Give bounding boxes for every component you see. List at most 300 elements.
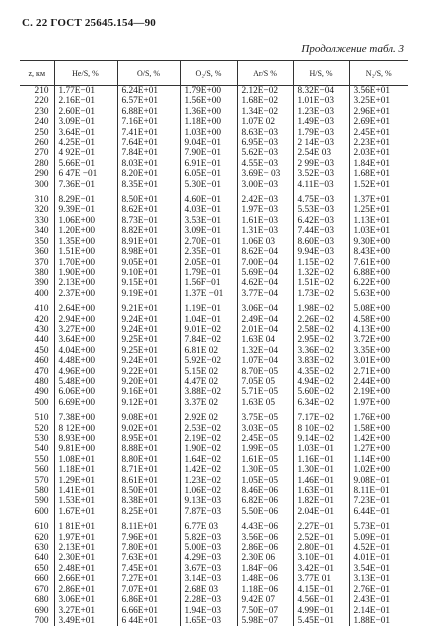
ratio-cell: 6.91E−01 [180, 159, 237, 169]
ratio-cell: 6.95E−03 [237, 138, 293, 148]
ratio-cell: 2.13E+00 [54, 278, 117, 288]
ratio-cell: 3.13E−01 [353, 574, 390, 585]
ratio-cell: 5.50E−06 [237, 507, 293, 517]
ratio-cell: 3.37E 02 [180, 398, 237, 408]
ratio-cell: 3.67E−03 [180, 564, 237, 574]
ratio-cell: 2.94E+00 [54, 315, 117, 325]
ratio-cell: 1.31E−03 [237, 226, 293, 236]
ratio-cell: 5.15E 02 [180, 367, 237, 377]
altitude-cell: 400 [20, 289, 54, 299]
ratio-cell: 4.60E−01 [180, 190, 237, 205]
ratio-cell: 9.21E+01 [117, 299, 180, 314]
ratio-cell: 1.56E+00 [180, 96, 237, 106]
ratio-cell: 3.72E+00 [353, 335, 390, 346]
ratio-cell: 1.63E 04 [237, 335, 293, 345]
altitude-cell: 630 [20, 543, 54, 553]
ratio-cell: 1.51E+00 [54, 247, 117, 257]
ratio-cell: 1.36E+00 [180, 107, 237, 117]
ratio-cell: 7.96E+01 [117, 533, 180, 543]
table-row [20, 564, 408, 574]
altitude-cell: 540 [20, 444, 54, 454]
ratio-cell: 2.45E−05 [237, 434, 293, 444]
ratio-cell: 1.05E−05 [237, 476, 293, 486]
ratio-cell: 3.49E+01 [54, 616, 117, 626]
table-row [20, 289, 408, 299]
table-row [20, 268, 408, 278]
altitude-cell: 370 [20, 258, 54, 268]
ratio-cell: 8.20E+01 [117, 169, 180, 179]
table-row [20, 180, 408, 190]
table-row [20, 117, 408, 127]
ratio-cell: 7.23E−01 [353, 496, 390, 507]
altitude-cell: 210 [20, 86, 54, 97]
ratio-cell: 8.60E−03 [293, 237, 349, 247]
ratio-cell: 6.42E−03 [293, 216, 349, 226]
table-row [20, 553, 408, 563]
ratio-cell: 6.34E−02 [293, 398, 349, 408]
ratio-cell: 7.45E+01 [117, 564, 180, 574]
ratio-cell: 1.03E+01 [353, 226, 390, 237]
ratio-cell: 7.00E−04 [237, 258, 293, 268]
ratio-cell: 2.52E−01 [293, 533, 349, 543]
altitude-cell: 320 [20, 205, 54, 215]
ratio-cell: 4.55E−03 [237, 159, 293, 169]
ratio-cell: 9.81E+00 [54, 444, 117, 454]
ratio-cell: 1.58E+00 [353, 423, 390, 434]
ratio-cell: 9.42E 07 [237, 595, 293, 605]
ratio-cell: 2.14E−01 [353, 605, 390, 616]
ratio-cell: 8.46E−06 [237, 486, 293, 496]
ratio-cell: 2.53E−02 [180, 424, 237, 434]
ratio-cell: 5.48E+00 [54, 377, 117, 387]
ratio-cell: 9.16E+01 [117, 387, 180, 397]
ratio-cell: 3.14E−03 [180, 574, 237, 584]
altitude-cell: 500 [20, 398, 54, 408]
ratio-cell: 5.98E−07 [237, 616, 293, 626]
altitude-cell: 620 [20, 533, 54, 543]
ratio-cell: 1.79E−01 [180, 268, 237, 278]
ratio-cell: 9.39E−01 [54, 205, 117, 215]
table-row [20, 159, 408, 169]
ratio-cell: 2.45E+01 [353, 127, 390, 138]
ratio-cell: 2.13E+01 [54, 543, 117, 553]
ratio-cell: 1.56F−01 [180, 278, 237, 288]
ratio-cell: 9.02E+01 [117, 424, 180, 434]
ratio-cell: 2.16E−01 [54, 96, 117, 106]
ratio-cell: 1.06E 03 [237, 237, 293, 247]
table-row [20, 169, 408, 179]
altitude-cell: 280 [20, 159, 54, 169]
ratio-cell: 9.12E+01 [117, 398, 180, 408]
ratio-cell: 7.80E+01 [117, 543, 180, 553]
ratio-cell: 9.24E+01 [117, 315, 180, 325]
ratio-cell: 1.97E+00 [353, 397, 390, 408]
ratio-cell: 5.30E−01 [180, 180, 237, 190]
ratio-cell: 7.44E−03 [293, 226, 349, 236]
ratio-cell: 9.05E+01 [117, 258, 180, 268]
ratio-cell: 8.88E+01 [117, 444, 180, 454]
ratio-cell: 3.77E−04 [237, 289, 293, 299]
ratio-cell: 1.88E−01 [353, 615, 390, 626]
ratio-cell: 2.19E−02 [180, 434, 237, 444]
ratio-cell: 9.08E−01 [353, 475, 390, 486]
ratio-cell: 6.88E+00 [353, 267, 390, 278]
ratio-cell: 7.07E+01 [117, 585, 180, 595]
altitude-cell: 350 [20, 237, 54, 247]
altitude-cell: 360 [20, 247, 54, 257]
table-row [20, 128, 408, 138]
ratio-cell: 7.36E−01 [54, 180, 117, 190]
ratio-cell: 1.77E−01 [54, 86, 117, 97]
ratio-cell: 8.93E+00 [54, 434, 117, 444]
altitude-cell: 600 [20, 507, 54, 517]
table-row [20, 533, 408, 543]
altitude-cell: 440 [20, 335, 54, 345]
ratio-cell: 2.23E+01 [353, 138, 390, 149]
altitude-cell: 520 [20, 424, 54, 434]
ratio-cell: 3.54E−01 [353, 563, 390, 574]
ratio-cell: 2.30E 06 [237, 553, 293, 563]
data-table-container [20, 60, 408, 626]
ratio-cell: 2.66E+01 [54, 574, 117, 584]
ratio-cell: 5.69E−04 [237, 268, 293, 278]
table-row [20, 299, 408, 314]
ratio-cell: 1.14E+00 [353, 454, 390, 465]
table-row [20, 444, 408, 454]
ratio-cell: 6.69E+00 [54, 398, 117, 408]
ratio-cell: 4.47E 02 [180, 377, 237, 387]
ratio-cell: 4.04E+00 [54, 346, 117, 356]
column-header: N₂/S, % [349, 61, 408, 86]
altitude-cell: 290 [20, 169, 54, 179]
ratio-cell: 5.63E+00 [353, 288, 390, 299]
ratio-cell: 3.56E+01 [353, 86, 390, 96]
ratio-cell: 6.77E 03 [180, 517, 237, 532]
ratio-cell: 8.11E−01 [353, 486, 390, 497]
ratio-cell: 7.90E−01 [180, 148, 237, 158]
ratio-cell: 2.01E−04 [237, 325, 293, 335]
ratio-cell: 1.32E−02 [293, 268, 349, 278]
ratio-cell: 4 92E−01 [54, 148, 117, 158]
altitude-cell: 590 [20, 496, 54, 506]
ratio-cell: 9.25E+01 [117, 346, 180, 356]
table-row [20, 356, 408, 366]
altitude-cell: 470 [20, 367, 54, 377]
ratio-cell: 5.62E−03 [237, 148, 293, 158]
ratio-cell: 3.01E+00 [353, 356, 390, 367]
ratio-cell: 4.01E−01 [353, 553, 390, 564]
ratio-cell: 1.53E+01 [54, 496, 117, 506]
ratio-cell: 1.42E−02 [180, 465, 237, 475]
ratio-cell: 1.13E+01 [353, 215, 390, 226]
ratio-cell: 4.58E+00 [353, 314, 390, 325]
ratio-cell: 8.71E+01 [117, 465, 180, 475]
table-row [20, 455, 408, 465]
ratio-cell: 1.63E−01 [293, 486, 349, 496]
altitude-cell: 390 [20, 278, 54, 288]
ratio-cell: 2.49E−04 [237, 315, 293, 325]
ratio-cell: 3.64E+00 [54, 335, 117, 345]
ratio-cell: 2.12E−02 [237, 86, 293, 97]
altitude-cell: 230 [20, 107, 54, 117]
table-row [20, 434, 408, 444]
ratio-cell: 8.95E+01 [117, 434, 180, 444]
ratio-cell: 5.82E−03 [180, 533, 237, 543]
ratio-cell: 8.25E+01 [117, 507, 180, 517]
ratio-cell: 3.27E+01 [54, 606, 117, 616]
altitude-cell: 700 [20, 616, 54, 626]
table-row [20, 190, 408, 205]
ratio-cell: 1.98E−02 [293, 299, 349, 314]
table-row [20, 507, 408, 517]
ratio-cell: 4.11E−03 [293, 180, 349, 190]
ratio-cell: 6.88E+01 [117, 107, 180, 117]
ratio-cell: 7.63E+01 [117, 553, 180, 563]
ratio-cell: 7.16E+01 [117, 117, 180, 127]
ratio-cell: 4.96E+00 [54, 367, 117, 377]
altitude-cell: 310 [20, 190, 54, 205]
ratio-cell: 3.27E+00 [54, 325, 117, 335]
ratio-cell: 6.86E+01 [117, 595, 180, 605]
table-row [20, 107, 408, 117]
ratio-cell: 1.79E−03 [293, 128, 349, 138]
altitude-cell: 480 [20, 377, 54, 387]
ratio-cell: 8 12E+00 [54, 424, 117, 434]
ratio-cell: 2.76E−01 [353, 584, 390, 595]
ratio-cell: 5.53E−03 [293, 205, 349, 215]
ratio-cell: 2.92E 02 [180, 408, 237, 423]
ratio-cell: 1.19E−01 [180, 299, 237, 314]
ratio-cell: 4.35E−02 [293, 367, 349, 377]
ratio-cell: 5.71E−05 [237, 387, 293, 397]
table-row [20, 148, 408, 158]
ratio-cell: 9.22E+01 [117, 367, 180, 377]
ratio-cell: 1.20E+00 [54, 226, 117, 236]
ratio-cell: 5.73E−01 [353, 522, 390, 533]
ratio-cell: 8.50E+01 [117, 486, 180, 496]
ratio-cell: 1.27E+00 [353, 444, 390, 455]
altitude-cell: 420 [20, 315, 54, 325]
ratio-cell: 3.10E−01 [293, 553, 349, 563]
ratio-cell: 9.24E+01 [117, 325, 180, 335]
ratio-cell: 4.94E−02 [293, 377, 349, 387]
ratio-cell: 4.62E−04 [237, 278, 293, 288]
ratio-cell: 1.90E−02 [180, 444, 237, 454]
ratio-cell: 1.08E+01 [54, 455, 117, 465]
ratio-cell: 9.13E−03 [180, 496, 237, 506]
ratio-cell: 1.18E−06 [237, 585, 293, 595]
ratio-cell: 6 44E+01 [117, 616, 180, 626]
ratio-cell: 7.50E−07 [237, 606, 293, 616]
ratio-cell: 7.05E 05 [237, 377, 293, 387]
table-row [20, 237, 408, 247]
ratio-cell: 7.38E+00 [54, 408, 117, 423]
ratio-cell: 1.73E−02 [293, 289, 349, 299]
ratio-cell: 2.43E−01 [353, 595, 390, 606]
ratio-cell: 1.51E−02 [293, 278, 349, 288]
ratio-cell: 2 14E−03 [293, 138, 349, 148]
altitude-cell: 580 [20, 486, 54, 496]
ratio-cell: 9.14E−02 [293, 434, 349, 444]
ratio-cell: 4.75E−03 [293, 190, 349, 205]
ratio-cell: 2.35E−01 [180, 247, 237, 257]
ratio-cell: 8.38E+01 [117, 496, 180, 506]
table-row [20, 517, 408, 532]
ratio-cell: 7.41E+01 [117, 128, 180, 138]
ratio-cell: 4.56E−01 [293, 595, 349, 605]
ratio-cell: 3.03E−05 [237, 424, 293, 434]
column-header: O₂/S, % [180, 61, 237, 86]
ratio-cell: 9.10E+01 [117, 268, 180, 278]
ratio-cell: 4.15E−01 [293, 585, 349, 595]
altitude-cell: 430 [20, 325, 54, 335]
ratio-cell: 9.94E−03 [293, 247, 349, 257]
ratio-cell: 1.34E−02 [237, 107, 293, 117]
table-row [20, 247, 408, 257]
ratio-cell: 7.84E+01 [117, 148, 180, 158]
ratio-cell: 8 10E−02 [293, 424, 349, 434]
ratio-cell: 3.52E−03 [293, 169, 349, 179]
ratio-cell: 2.68E 03 [180, 585, 237, 595]
ratio-cell: 1.03E+00 [180, 128, 237, 138]
ratio-cell: 5.66E−01 [54, 159, 117, 169]
table-continuation-label: Продолжение табл. 3 [301, 43, 404, 55]
altitude-cell: 460 [20, 356, 54, 366]
page-header: С. 22 ГОСТ 25645.154—90 [22, 17, 156, 29]
ratio-cell: 2.54E 03 [293, 148, 349, 158]
ratio-cell: 2.19E+00 [353, 387, 390, 398]
table-row [20, 86, 408, 97]
altitude-cell: 680 [20, 595, 54, 605]
ratio-cell: 6.57E+01 [117, 96, 180, 106]
ratio-cell: 8.32E−04 [293, 86, 349, 97]
ratio-cell: 1.61E−05 [237, 455, 293, 465]
altitude-cell: 250 [20, 128, 54, 138]
ratio-cell: 1.16E−01 [293, 455, 349, 465]
ratio-cell: 5.45E−01 [293, 616, 349, 626]
data-table [20, 60, 408, 626]
ratio-cell: 2.48E+01 [54, 564, 117, 574]
ratio-cell: 1.68E+01 [353, 169, 390, 180]
ratio-cell: 2 99E−03 [293, 159, 349, 169]
ratio-cell: 7.61E+00 [353, 257, 390, 268]
table-row [20, 258, 408, 268]
ratio-cell: 5.92E−02 [180, 356, 237, 366]
altitude-cell: 410 [20, 299, 54, 314]
table-body [20, 86, 408, 627]
ratio-cell: 3.06E−04 [237, 299, 293, 314]
ratio-cell: 6.66E+01 [117, 606, 180, 616]
ratio-cell: 9.30E+00 [353, 236, 390, 247]
altitude-cell: 560 [20, 465, 54, 475]
ratio-cell: 1.18E+01 [54, 465, 117, 475]
ratio-cell: 1.48E−06 [237, 574, 293, 584]
ratio-cell: 8.63E−03 [237, 128, 293, 138]
ratio-cell: 1.02E+00 [353, 465, 390, 476]
ratio-cell: 4.29E−03 [180, 553, 237, 563]
ratio-cell: 6.44E−01 [353, 506, 390, 517]
table-row [20, 574, 408, 584]
ratio-cell: 4.13E+00 [353, 324, 390, 335]
ratio-cell: 1.52E+01 [353, 179, 390, 190]
ratio-cell: 1.30E−01 [293, 465, 349, 475]
ratio-cell: 7.17E−02 [293, 408, 349, 423]
altitude-cell: 490 [20, 387, 54, 397]
column-header: O/S, % [117, 61, 180, 86]
ratio-cell: 1.76E+00 [353, 413, 390, 424]
table-row [20, 226, 408, 236]
ratio-cell: 1.63E 05 [237, 398, 293, 408]
ratio-cell: 1.23E−02 [180, 476, 237, 486]
ratio-cell: 5.60E−02 [293, 387, 349, 397]
ratio-cell: 5.08E+00 [353, 304, 390, 315]
ratio-cell: 5.00E−03 [180, 543, 237, 553]
ratio-cell: 1.25E+01 [353, 205, 390, 216]
ratio-cell: 1.37E −01 [180, 289, 237, 299]
table-row [20, 408, 408, 423]
ratio-cell: 8.11E+01 [117, 517, 180, 532]
altitude-cell: 610 [20, 517, 54, 532]
ratio-cell: 1.06E−02 [180, 486, 237, 496]
ratio-cell: 8.61E+01 [117, 476, 180, 486]
ratio-cell: 2.80E−01 [293, 543, 349, 553]
table-row [20, 496, 408, 506]
table-row [20, 398, 408, 408]
table-row [20, 476, 408, 486]
ratio-cell: 8.50E+01 [117, 190, 180, 205]
ratio-cell: 1.03E−01 [293, 444, 349, 454]
ratio-cell: 2.27E−01 [293, 517, 349, 532]
ratio-cell: 9.15E+01 [117, 278, 180, 288]
ratio-cell: 8.91E+01 [117, 237, 180, 247]
ratio-cell: 8.82E+01 [117, 226, 180, 236]
ratio-cell: 8.35E+01 [117, 180, 180, 190]
ratio-cell: 2.96E+01 [353, 106, 390, 117]
ratio-cell: 9.08E+01 [117, 408, 180, 423]
ratio-cell: 9.25E+01 [117, 335, 180, 345]
ratio-cell: 6.81E 02 [180, 346, 237, 356]
table-row [20, 486, 408, 496]
ratio-cell: 9.24E+01 [117, 356, 180, 366]
ratio-cell: 4.99E−01 [293, 606, 349, 616]
table-row [20, 543, 408, 553]
ratio-cell: 8.62E+01 [117, 205, 180, 215]
ratio-cell: 6.06E+00 [54, 387, 117, 397]
ratio-cell: 3.00E−03 [237, 180, 293, 190]
ratio-cell: 3.06E+01 [54, 595, 117, 605]
ratio-cell: 8.62E−04 [237, 247, 293, 257]
ratio-cell: 3.42E−01 [293, 564, 349, 574]
ratio-cell: 6 47E −01 [54, 169, 117, 179]
table-row [20, 335, 408, 345]
ratio-cell: 1.94E−03 [180, 606, 237, 616]
table-row [20, 465, 408, 475]
ratio-cell: 2.26E−02 [293, 315, 349, 325]
altitude-cell: 380 [20, 268, 54, 278]
column-header: Ar/S % [237, 61, 293, 86]
table-row [20, 138, 408, 148]
ratio-cell: 2.37E+00 [54, 289, 117, 299]
altitude-cell: 330 [20, 216, 54, 226]
altitude-cell: 570 [20, 476, 54, 486]
ratio-cell: 2.44E+00 [353, 376, 390, 387]
ratio-cell: 8.98E+01 [117, 247, 180, 257]
ratio-cell: 1.41E+01 [54, 486, 117, 496]
ratio-cell: 3.36E−02 [293, 346, 349, 356]
table-row [20, 216, 408, 226]
altitude-cell: 220 [20, 96, 54, 106]
ratio-cell: 1.42E+00 [353, 434, 390, 444]
